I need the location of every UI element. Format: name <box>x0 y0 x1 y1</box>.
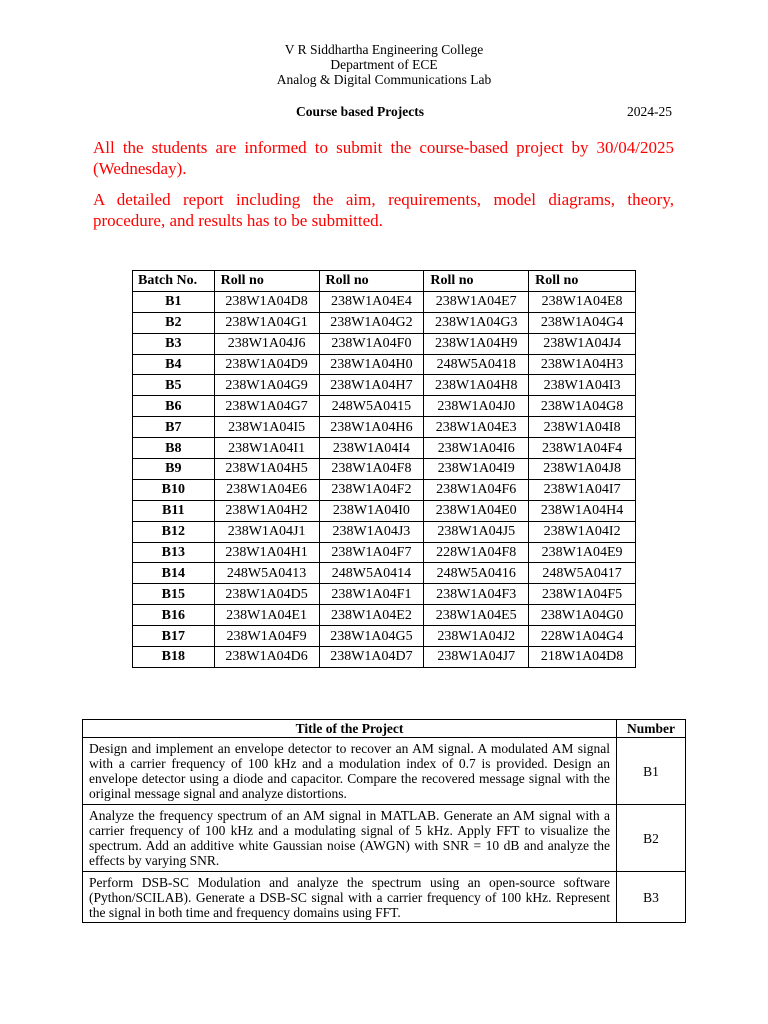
roll-number: 238W1A04J7 <box>424 647 529 668</box>
batch-number: B14 <box>133 563 215 584</box>
batch-number: B12 <box>133 521 215 542</box>
table-row <box>133 563 636 584</box>
roll-number: 238W1A04I0 <box>319 500 424 521</box>
table-row <box>83 805 686 872</box>
roll-number: 248W5A0415 <box>319 396 424 417</box>
roll-number: 238W1A04D6 <box>214 647 319 668</box>
roll-number: 238W1A04E3 <box>424 417 529 438</box>
roll-no-header: Roll no <box>214 271 319 292</box>
project-table-header-row <box>83 720 686 738</box>
table-row <box>133 626 636 647</box>
roll-number: 238W1A04J3 <box>319 521 424 542</box>
batch-number: B17 <box>133 626 215 647</box>
roll-number: 238W1A04J0 <box>424 396 529 417</box>
table-row <box>133 521 636 542</box>
roll-no-header: Roll no <box>529 271 636 292</box>
roll-no-header: Roll no <box>424 271 529 292</box>
batch-number: B7 <box>133 417 215 438</box>
roll-number: 238W1A04E0 <box>424 500 529 521</box>
roll-number: 238W1A04J2 <box>424 626 529 647</box>
roll-number: 238W1A04J6 <box>214 333 319 354</box>
batch-number: B1 <box>133 291 215 312</box>
roll-number: 238W1A04F9 <box>214 626 319 647</box>
roll-number: 248W5A0416 <box>424 563 529 584</box>
batch-number: B5 <box>133 375 215 396</box>
roll-number: 238W1A04H7 <box>319 375 424 396</box>
roll-number: 238W1A04F7 <box>319 542 424 563</box>
roll-number: 238W1A04G5 <box>319 626 424 647</box>
table-row <box>133 647 636 668</box>
project-number-header: Number <box>617 720 686 738</box>
table-row <box>133 500 636 521</box>
batch-table-header-row <box>133 271 636 292</box>
roll-number: 238W1A04E6 <box>214 479 319 500</box>
batch-table <box>132 270 636 668</box>
roll-number: 238W1A04H9 <box>424 333 529 354</box>
table-row <box>83 738 686 805</box>
roll-number: 238W1A04G3 <box>424 312 529 333</box>
project-description: Design and implement an envelope detector to recover an AM signal. A modulated AM signal with a carrier frequency of 100 kHz and a modulation index of 0.7 is provided. Design an envelope detector using a diode and capacitor. Compare the recovered message signal with the original message signal and analyze distortions. <box>83 738 617 805</box>
table-row <box>133 354 636 375</box>
roll-number: 238W1A04H5 <box>214 459 319 480</box>
roll-number: 238W1A04E2 <box>319 605 424 626</box>
course-title: Course based Projects <box>296 104 424 119</box>
roll-number: 238W1A04H4 <box>529 500 636 521</box>
roll-number: 238W1A04I8 <box>529 417 636 438</box>
table-row <box>133 333 636 354</box>
batch-number: B3 <box>133 333 215 354</box>
roll-number: 238W1A04E8 <box>529 291 636 312</box>
batch-number: B15 <box>133 584 215 605</box>
roll-number: 238W1A04J4 <box>529 333 636 354</box>
batch-number: B2 <box>133 312 215 333</box>
roll-number: 238W1A04F2 <box>319 479 424 500</box>
batch-number: B4 <box>133 354 215 375</box>
roll-number: 238W1A04F6 <box>424 479 529 500</box>
project-description: Perform DSB-SC Modulation and analyze the spectrum using an open-source software (Python/SCILAB). Generate a DSB-SC signal with a carrier frequency of 100 kHz. Represent the signal in both time and frequency domains using FFT. <box>83 872 617 923</box>
table-row <box>133 396 636 417</box>
table-row <box>133 291 636 312</box>
project-batch-number: B3 <box>617 872 686 923</box>
roll-number: 238W1A04D8 <box>214 291 319 312</box>
batch-number: B6 <box>133 396 215 417</box>
table-row <box>133 312 636 333</box>
roll-number: 238W1A04H1 <box>214 542 319 563</box>
roll-number: 238W1A04E5 <box>424 605 529 626</box>
roll-number: 238W1A04I3 <box>529 375 636 396</box>
roll-number: 238W1A04H0 <box>319 354 424 375</box>
document-header <box>0 42 768 87</box>
table-row <box>133 479 636 500</box>
roll-number: 238W1A04D9 <box>214 354 319 375</box>
submission-notice: All the students are informed to submit the course-based project by 30/04/2025 (Wednesday). <box>93 138 674 178</box>
roll-number: 238W1A04H3 <box>529 354 636 375</box>
roll-number: 238W1A04F8 <box>319 459 424 480</box>
roll-number: 238W1A04G9 <box>214 375 319 396</box>
college-name: V R Siddhartha Engineering College <box>284 42 484 57</box>
roll-number: 238W1A04I6 <box>424 438 529 459</box>
batch-number: B16 <box>133 605 215 626</box>
roll-number: 238W1A04I9 <box>424 459 529 480</box>
roll-number: 238W1A04E7 <box>424 291 529 312</box>
roll-number: 228W1A04G4 <box>529 626 636 647</box>
roll-number: 238W1A04J8 <box>529 459 636 480</box>
roll-number: 238W1A04I5 <box>214 417 319 438</box>
roll-number: 238W1A04I1 <box>214 438 319 459</box>
roll-number: 248W5A0413 <box>214 563 319 584</box>
roll-number: 238W1A04I7 <box>529 479 636 500</box>
project-description: Analyze the frequency spectrum of an AM signal in MATLAB. Generate an AM signal with a carrier frequency of 100 kHz and a modulating signal of 5 kHz. Apply FFT to visualize the spectrum. Add an additive white Gaussian noise (AWGN) with SNR = 10 dB and analyze the effects by varying SNR. <box>83 805 617 872</box>
roll-number: 228W1A04F8 <box>424 542 529 563</box>
roll-number: 218W1A04D8 <box>529 647 636 668</box>
project-table <box>82 719 686 923</box>
project-batch-number: B1 <box>617 738 686 805</box>
roll-number: 238W1A04G1 <box>214 312 319 333</box>
batch-number: B8 <box>133 438 215 459</box>
roll-number: 248W5A0418 <box>424 354 529 375</box>
department-name: Department of ECE <box>330 57 438 72</box>
batch-number: B9 <box>133 459 215 480</box>
report-notice: A detailed report including the aim, requirements, model diagrams, theory, procedure, and results has to be submitted. <box>93 190 674 230</box>
roll-number: 238W1A04E9 <box>529 542 636 563</box>
roll-number: 238W1A04F0 <box>319 333 424 354</box>
roll-number: 238W1A04F1 <box>319 584 424 605</box>
roll-number: 238W1A04F3 <box>424 584 529 605</box>
roll-number: 238W1A04I4 <box>319 438 424 459</box>
roll-number: 238W1A04F5 <box>529 584 636 605</box>
batch-number: B13 <box>133 542 215 563</box>
roll-number: 238W1A04D7 <box>319 647 424 668</box>
table-row <box>133 605 636 626</box>
roll-number: 238W1A04G4 <box>529 312 636 333</box>
academic-year: 2024-25 <box>627 104 672 119</box>
roll-number: 238W1A04J5 <box>424 521 529 542</box>
batch-number: B10 <box>133 479 215 500</box>
table-row <box>133 459 636 480</box>
roll-number: 238W1A04D5 <box>214 584 319 605</box>
table-row <box>133 542 636 563</box>
roll-number: 248W5A0414 <box>319 563 424 584</box>
roll-number: 238W1A04G2 <box>319 312 424 333</box>
lab-name: Analog & Digital Communications Lab <box>276 72 492 87</box>
roll-number: 238W1A04G8 <box>529 396 636 417</box>
batch-number: B18 <box>133 647 215 668</box>
roll-number: 238W1A04F4 <box>529 438 636 459</box>
roll-number: 238W1A04H2 <box>214 500 319 521</box>
roll-number: 248W5A0417 <box>529 563 636 584</box>
roll-no-header: Roll no <box>319 271 424 292</box>
roll-number: 238W1A04H8 <box>424 375 529 396</box>
table-row <box>133 375 636 396</box>
batch-number: B11 <box>133 500 215 521</box>
roll-number: 238W1A04J1 <box>214 521 319 542</box>
roll-number: 238W1A04E1 <box>214 605 319 626</box>
roll-number: 238W1A04G0 <box>529 605 636 626</box>
roll-number: 238W1A04I2 <box>529 521 636 542</box>
roll-number: 238W1A04H6 <box>319 417 424 438</box>
batch-no-header: Batch No. <box>133 271 215 292</box>
table-row <box>133 417 636 438</box>
roll-number: 238W1A04G7 <box>214 396 319 417</box>
project-batch-number: B2 <box>617 805 686 872</box>
table-row <box>133 438 636 459</box>
roll-number: 238W1A04E4 <box>319 291 424 312</box>
project-title-header: Title of the Project <box>83 720 617 738</box>
table-row <box>133 584 636 605</box>
table-row <box>83 872 686 923</box>
